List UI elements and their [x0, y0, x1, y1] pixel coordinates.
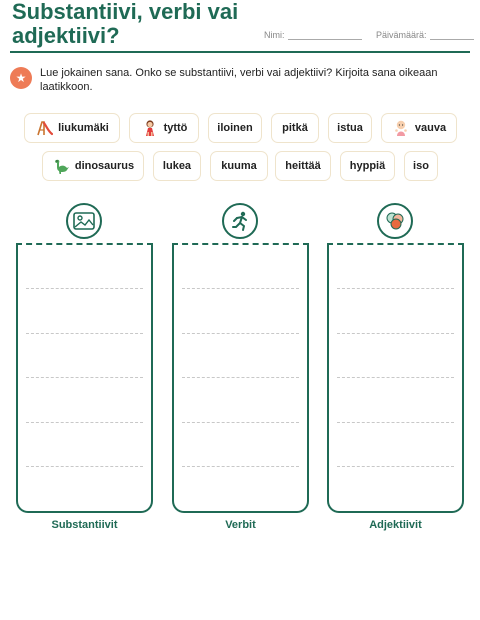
word-label: pitkä: [282, 122, 308, 134]
writing-line: [337, 422, 454, 423]
word-chip-lukea[interactable]: [153, 151, 201, 181]
writing-line: [182, 288, 299, 289]
star-icon: ★: [10, 67, 32, 89]
instruction-text: Lue jokainen sana. Onko se substantiivi, verbi vai adjektiivi? Kirjoita sana oikeaan laatikkoon.: [40, 67, 438, 93]
baby-icon: [392, 119, 410, 137]
word-label: heittää: [285, 160, 321, 172]
writing-line: [182, 333, 299, 334]
word-label: istua: [337, 122, 363, 134]
writing-line: [26, 377, 143, 378]
date-line[interactable]: [430, 31, 474, 40]
writing-line: [337, 288, 454, 289]
name-line[interactable]: [288, 31, 362, 40]
dinosaur-icon: [52, 157, 70, 175]
word-chip-iloinen[interactable]: [208, 113, 262, 143]
verbit-box[interactable]: [172, 243, 309, 513]
column-label-verbit: Verbit: [225, 519, 256, 531]
writing-line: [337, 377, 454, 378]
word-chip-iso[interactable]: [404, 151, 438, 181]
substantiivit-box[interactable]: [16, 243, 153, 513]
adjektiivit-box[interactable]: [327, 243, 464, 513]
word-label: iloinen: [217, 122, 253, 134]
word-chip-kuuma[interactable]: [210, 151, 268, 181]
header-divider: [10, 51, 470, 53]
column-label-adjektiivit: Adjektiivit: [369, 519, 422, 531]
running-person-icon: [222, 203, 258, 239]
color-circles-icon: [377, 203, 413, 239]
writing-line: [337, 333, 454, 334]
date-label: Päivämäärä:: [376, 30, 427, 40]
writing-line: [182, 377, 299, 378]
word-label: tyttö: [163, 122, 188, 134]
writing-line: [337, 466, 454, 467]
word-chip-heittaa[interactable]: [275, 151, 331, 181]
word-label: hyppiä: [349, 160, 386, 172]
writing-line: [26, 422, 143, 423]
name-field: [264, 30, 362, 40]
date-field: [376, 30, 474, 40]
word-label: iso: [413, 160, 429, 172]
word-chip-vauva[interactable]: [381, 113, 457, 143]
word-chip-istua[interactable]: [328, 113, 372, 143]
column-label-substantiivit: Substantiivit: [51, 519, 118, 531]
girl-icon: [141, 119, 159, 137]
writing-line: [182, 466, 299, 467]
word-chip-pitka[interactable]: [271, 113, 319, 143]
page-title: Substantiivi, verbi vai adjektiivi?: [12, 0, 239, 48]
slide-icon: [35, 119, 53, 137]
word-label: vauva: [414, 122, 447, 134]
word-label: lukea: [162, 160, 192, 172]
word-chip-hyppia[interactable]: [340, 151, 395, 181]
writing-line: [26, 333, 143, 334]
writing-line: [26, 466, 143, 467]
picture-icon: [66, 203, 102, 239]
writing-line: [26, 288, 143, 289]
word-label: kuuma: [221, 160, 257, 172]
word-label: dinosaurus: [74, 160, 135, 172]
word-chip-tytto[interactable]: [129, 113, 199, 143]
word-chip-dinosaurus[interactable]: [42, 151, 144, 181]
writing-line: [182, 422, 299, 423]
word-label: liukumäki: [58, 122, 109, 134]
name-label: Nimi:: [264, 30, 285, 40]
word-chip-liukumaki[interactable]: [24, 113, 120, 143]
